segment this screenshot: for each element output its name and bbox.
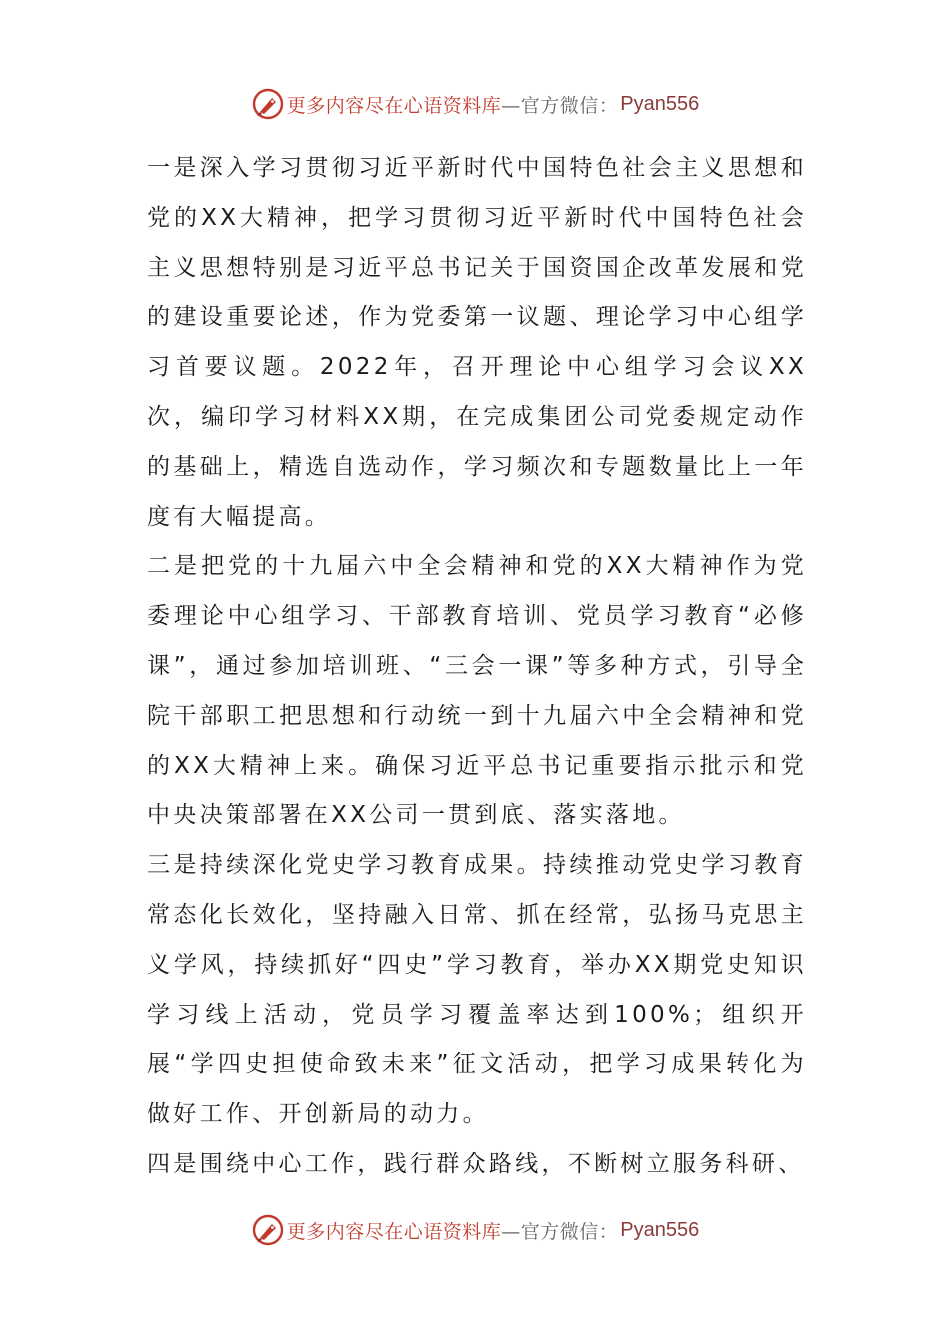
pen-nib-logo-icon [251,87,285,121]
document-body [147,144,807,1190]
banner-wechat-id: Pyan556 [620,1218,700,1241]
paragraph-1: 一是深入学习贯彻习近平新时代中国特色社会主义思想和党的XX大精神，把学习贯彻习近平新时代中国特色社会主义思想特别是习近平总书记关于国资国企改革发展和党的建设重要论述，作为党委第一议题、理论学习中心组学习首要议题。2022年，召开理论中心组学习会议XX次，编印学习材料XX期，在完成集团公司党委规定动作的基础上，精选自选动作，学习频次和专题数量比上一年度有大幅提高。 [147,155,807,530]
pen-nib-logo-icon [251,1213,285,1247]
banner-site-name: 更多内容尽在心语资料库 [286,94,502,117]
header-banner [0,84,950,124]
banner-site-name: 更多内容尽在心语资料库 [286,1220,502,1243]
footer-banner [0,1210,950,1250]
paragraph-3: 三是持续深化党史学习教育成果。持续推动党史学习教育常态化长效化，坚持融入日常、抓在经常，弘扬马克思主义学风，持续抓好“四史”学习教育，举办XX期党史知识学习线上活动，党员学习覆盖率达到100%；组织开展“学四史担使命致未来”征文活动，把学习成果转化为做好工作、开创新局的动力。 [147,852,807,1128]
banner-wechat-label: —官方微信： [501,94,619,117]
banner-wechat-id: Pyan556 [620,92,700,115]
banner-wechat-label: —官方微信： [501,1220,619,1243]
paragraph-4: 四是围绕中心工作，践行群众路线，不断树立服务科研、 [147,1150,805,1177]
paragraph-2: 二是把党的十九届六中全会精神和党的XX大精神作为党委理论中心组学习、干部教育培训、党员学习教育“必修课”，通过参加培训班、“三会一课”等多种方式，引导全院干部职工把思想和行动统一到十九届六中全会精神和党的XX大精神上来。确保习近平总书记重要指示批示和党中央决策部署在XX公司一贯到底、落实落地。 [147,553,807,829]
